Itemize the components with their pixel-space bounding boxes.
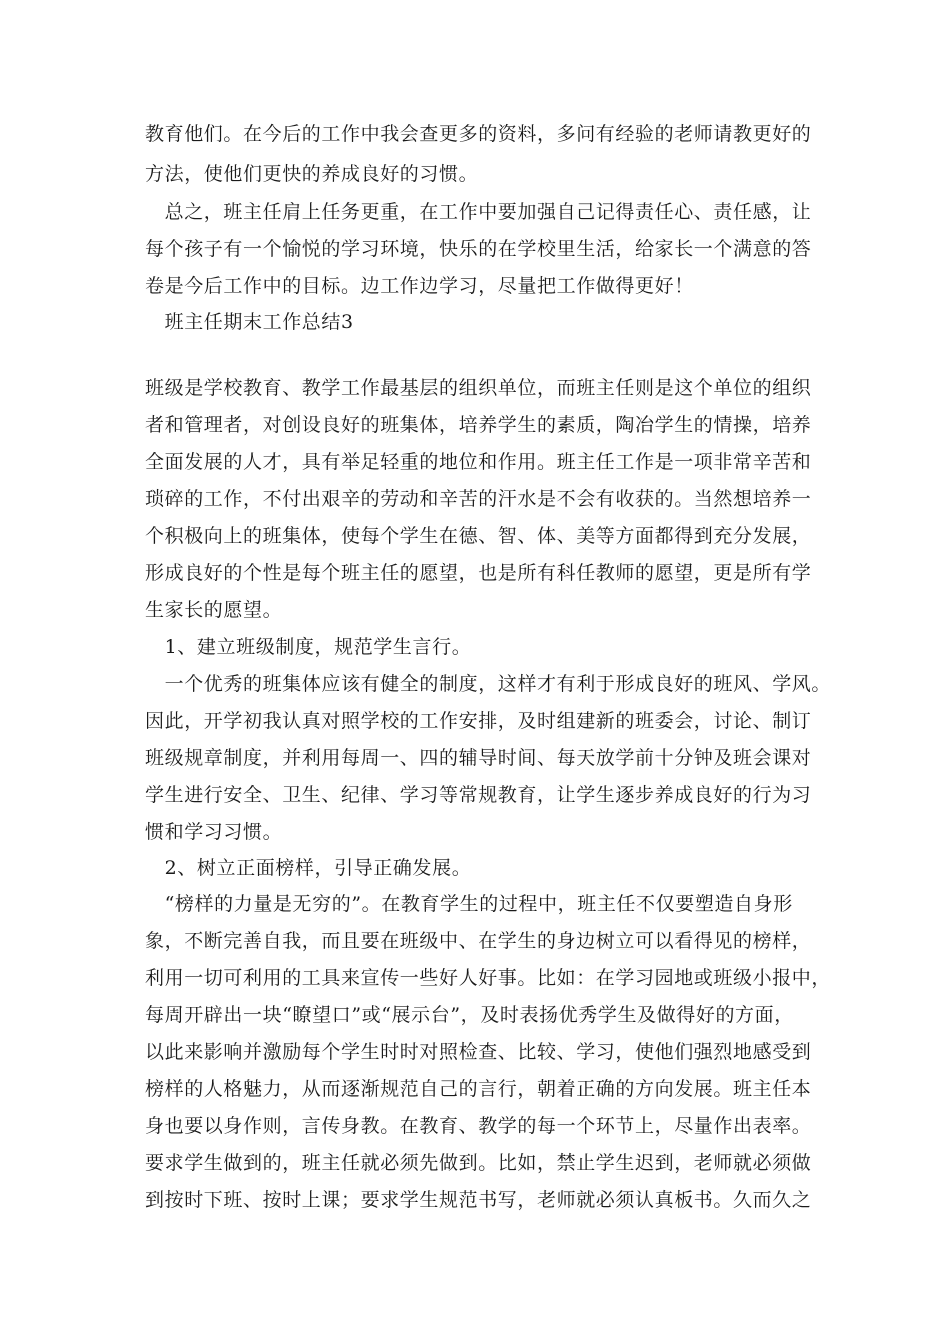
subheading: 1、建立班级制度，规范学生言行。: [145, 636, 472, 658]
paragraph-line: 榜样的人格魅力，从而逐渐规范自己的言行，朝着正确的方向发展。班主任本: [145, 1078, 812, 1100]
paragraph-line: 到按时下班、按时上课；要求学生规范书写，老师就必须认真板书。久而久之: [145, 1189, 812, 1211]
paragraph-line: 个积极向上的班集体，使每个学生在德、智、体、美等方面都得到充分发展，: [145, 525, 812, 547]
paragraph-line: 每个孩子有一个愉悦的学习环境，快乐的在学校里生活，给家长一个满意的答: [145, 238, 812, 260]
paragraph-line: 生家长的愿望。: [145, 599, 283, 621]
subheading: 2、树立正面榜样，引导正确发展。: [145, 857, 472, 879]
paragraph-line: 班级规章制度，并利用每周一、四的辅导时间、每天放学前十分钟及班会课对: [145, 747, 812, 769]
section-heading: 班主任期末工作总结3: [145, 311, 354, 333]
paragraph-line: 一个优秀的班集体应该有健全的制度，这样才有利于形成良好的班风、学风。: [145, 673, 832, 695]
paragraph-line: 形成良好的个性是每个班主任的愿望，也是所有科任教师的愿望，更是所有学: [145, 562, 812, 584]
paragraph-line: 利用一切可利用的工具来宣传一些好人好事。比如：在学习园地或班级小报中，: [145, 967, 832, 989]
paragraph-line: 每周开辟出一块“瞭望口”或“展示台”，及时表扬优秀学生及做得好的方面，: [145, 1004, 794, 1026]
paragraph-line: 琐碎的工作，不付出艰辛的劳动和辛苦的汗水是不会有收获的。当然想培养一: [145, 488, 812, 510]
paragraph-line: 身也要以身作则，言传身教。在教育、教学的每一个环节上，尽量作出表率。: [145, 1115, 812, 1137]
paragraph-line: 惯和学习习惯。: [145, 821, 283, 843]
paragraph-line: 全面发展的人才，具有举足轻重的地位和作用。班主任工作是一项非常辛苦和: [145, 451, 812, 473]
paragraph-line: 卷是今后工作中的目标。边工作边学习，尽量把工作做得更好！: [145, 275, 694, 297]
paragraph-line: 以此来影响并激励每个学生时时对照检查、比较、学习，使他们强烈地感受到: [145, 1041, 812, 1063]
paragraph-line: 教育他们。在今后的工作中我会查更多的资料，多问有经验的老师请教更好的: [145, 123, 812, 145]
paragraph-line: 总之，班主任肩上任务更重，在工作中要加强自己记得责任心、责任感，让: [145, 201, 812, 223]
paragraph-line: “榜样的力量是无穷的”。在教育学生的过程中，班主任不仅要塑造自身形: [145, 893, 793, 915]
paragraph-line: 者和管理者，对创设良好的班集体，培养学生的素质，陶冶学生的情操，培养: [145, 414, 812, 436]
paragraph-line: 学生进行安全、卫生、纪律、学习等常规教育，让学生逐步养成良好的行为习: [145, 784, 812, 806]
paragraph-line: 方法，使他们更快的养成良好的习惯。: [145, 163, 479, 185]
paragraph-line: 因此，开学初我认真对照学校的工作安排，及时组建新的班委会，讨论、制订: [145, 710, 812, 732]
paragraph-line: 象，不断完善自我，而且要在班级中、在学生的身边树立可以看得见的榜样，: [145, 930, 812, 952]
paragraph-line: 班级是学校教育、教学工作最基层的组织单位，而班主任则是这个单位的组织: [145, 377, 812, 399]
paragraph-line: 要求学生做到的，班主任就必须先做到。比如，禁止学生迟到，老师就必须做: [145, 1152, 812, 1174]
